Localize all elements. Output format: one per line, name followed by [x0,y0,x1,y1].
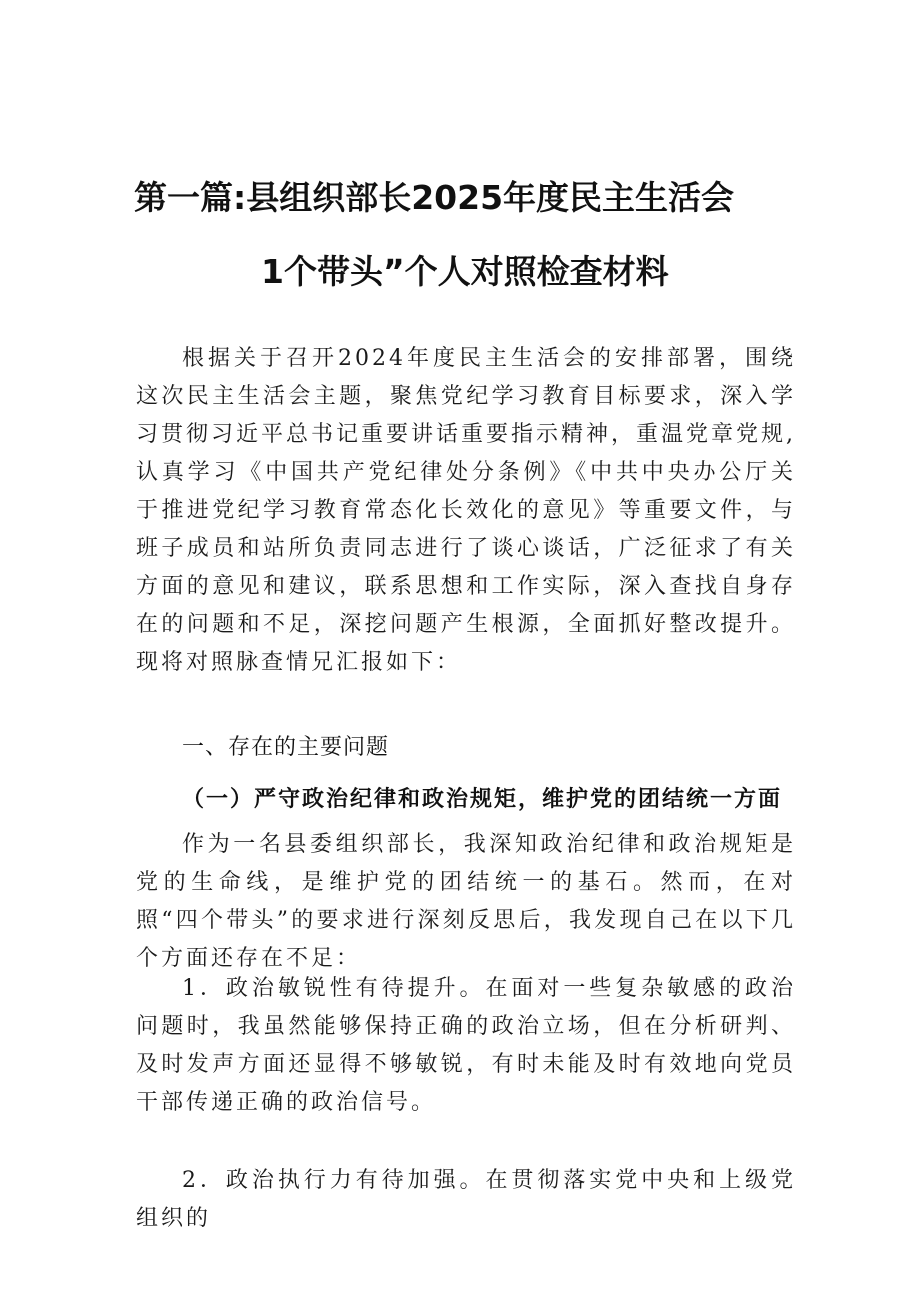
intro-paragraph: 根据关于召开2024年度民主生活会的安排部署，围绕这次民主生活会主题，聚焦党纪学习教育目标要求，深入学习贯彻习近平总书记重要讲话重要指示精神，重温党章党规,认真学习《中国共产党纪律处分条例》《中共中央办公厅关于推进党纪学习教育常态化长效化的意见》等重要文件，与班子成员和站所负责同志进行了谈心谈话，广泛征求了有关方面的意见和建议，联系思想和工作实际，深入查找自身存在的问题和不足，深挖问题产生根源，全面抓好整改提升。现将对照脉查情兄汇报如下： [136,346,796,675]
section-heading: 一、存在的主要问题 [182,735,390,760]
problem-item-2: 2．政治执行力有待加强。在贯彻落实党中央和上级党组织的 [136,1168,796,1231]
document-title-line-2: 1个带头”个人对照检查材料 [261,252,669,291]
problem-item-1: 1．政治敏锐性有待提升。在面对一些复杂敏感的政治问题时，我虽然能够保持正确的政治立场，但在分析研判、及时发声方面还显得不够敏锐，有时未能及时有效地向党员干部传递正确的政治信号。 [136,976,796,1115]
subsection-heading: （一）严守政治纪律和政治规矩，维护党的团结统一方面 [182,786,783,812]
document-title-line-1: 第一篇:县组织部长2025年度民主生活会 [134,178,735,217]
subsection-paragraph: 作为一名县委组织部长，我深知政治纪律和政治规矩是党的生命线，是维护党的团结统一的基石。然而，在对照“四个带头”的要求进行深刻反思后，我发现自己在以下几个方面还存在不足： [136,832,796,971]
